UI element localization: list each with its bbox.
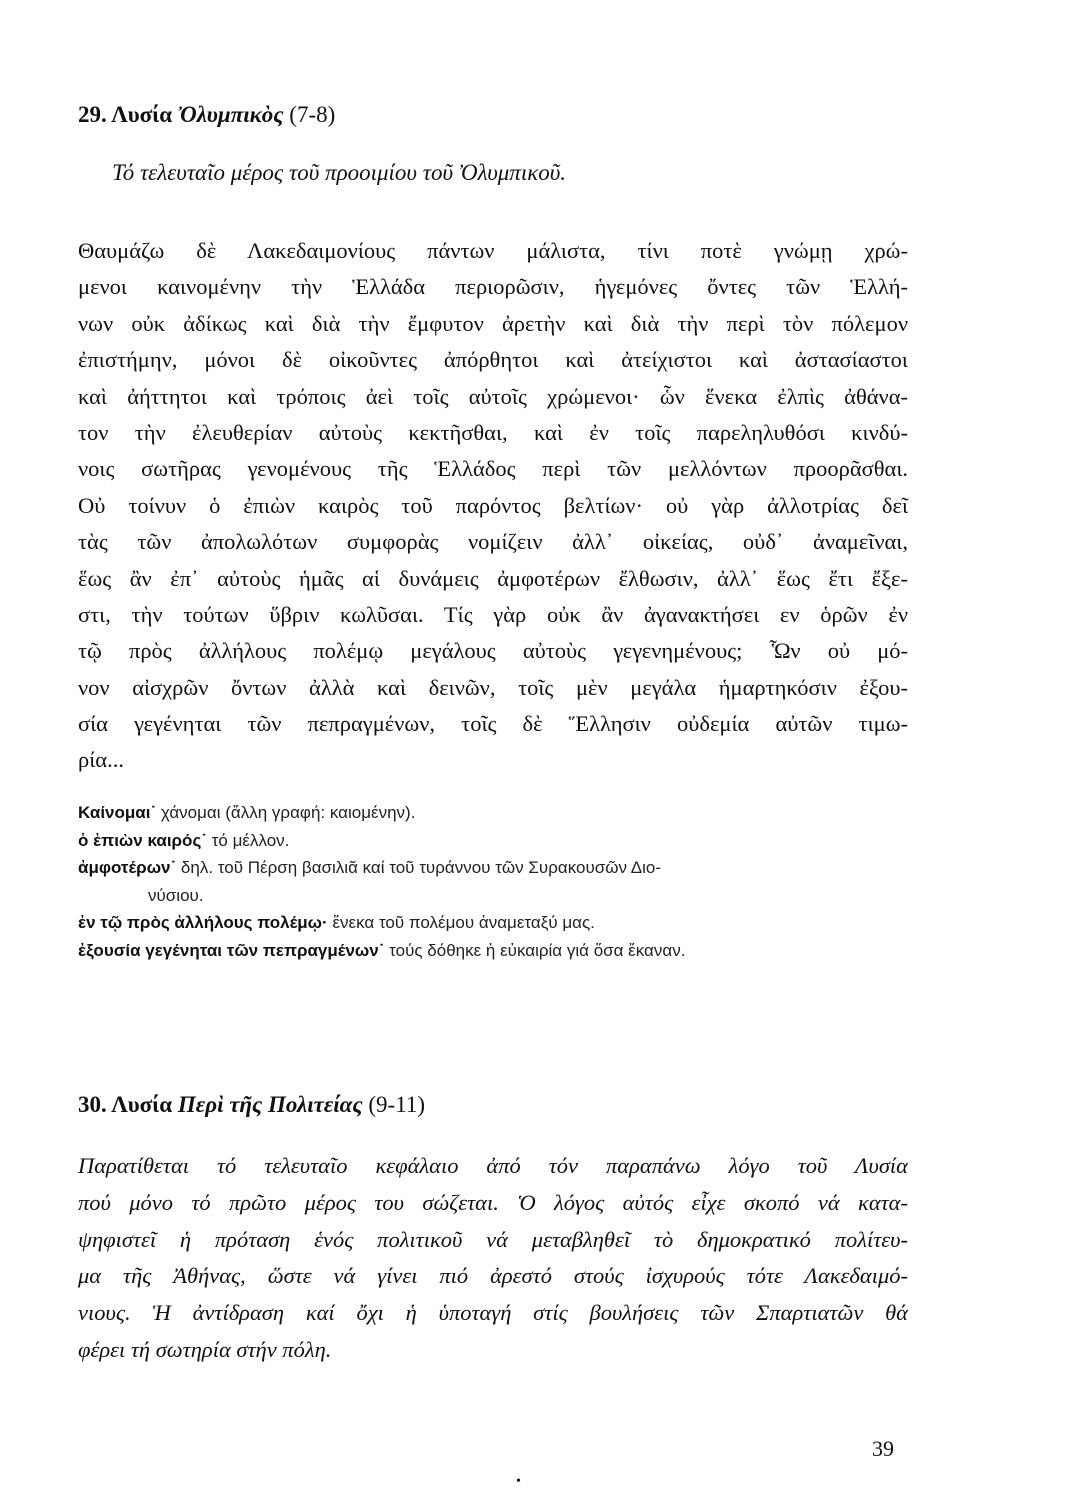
note-gloss: νύσιου. [148,885,204,905]
footer-mark: • [516,1474,521,1489]
intro-line: Παρατίθεται τό τελευταῖο κεφάλαιο ἀπό τόν παραπάνω λόγο τοῦ Λυσία [78,1153,908,1178]
section-range: (7-8) [289,102,336,127]
section-title: Ὀλυμπικὸς [177,102,284,127]
note-separator: ˙ [170,858,177,878]
section-number: 29. [78,102,107,127]
passage-line: τὰς τῶν ἀπολωλότων συμφορὰς νομίζειν ἀλλ᾽ οἰκείας, οὐδ᾽ ἀναμεῖναι, [78,529,908,555]
passage-line: ἐπιστήμην, μόνοι δὲ οἰκοῦντες ἀπόρθητοι καὶ ἀτείχιστοι καὶ ἀστασίαστοι [78,347,908,373]
passage-line: νοις σωτῆρας γενομένους τῆς Ἑλλάδος περὶ τῶν μελλόντων προορᾶσθαι. [78,456,908,482]
note-gloss: χάνομαι (ἄλλη γραφή: καιομένην). [160,803,416,822]
intro-line: πού μόνο τό πρῶτο μέρος του σώζεται. Ὁ λόγος αὐτός εἶχε σκοπό νά κατα- [78,1189,908,1215]
passage-line: καὶ ἀήττητοι καὶ τρόποις ἀεὶ τοῖς αὐτοῖς χρώμενοι· ὧν ἕνεκα ἐλπὶς ἀθάνα- [78,383,908,409]
passage-line: νων οὐκ ἀδίκως καὶ διὰ τὴν ἔμφυτον ἀρετὴν καὶ διὰ τὴν περὶ τὸν πόλεμον [78,310,908,336]
section-30-intro [78,1148,908,1369]
intro-line: φέρει τή σωτηρία στήν πόλη. [78,1336,332,1362]
note-term: ἀμφοτέρων [78,858,171,878]
passage-line: τον τὴν ἐλευθερίαν αὐτοὺς κεκτῆσθαι, καὶ ἐν τοῖς παρεληλυθόσι κινδύ- [78,419,908,445]
note-term: Καίνομαι [78,803,151,822]
passage-line: στι, τὴν τούτων ὕβριν κωλῦσαι. Τίς γὰρ οὐκ ἂν ἀγανακτήσει εν ὁρῶν ἐν [78,601,908,627]
note-term: ἐξουσία γεγένηται τῶν πεπραγμένων [78,940,379,960]
section-number: 30. [78,1092,107,1117]
passage-line: τῷ πρὸς ἀλλήλους πολέμῳ μεγάλους αὐτοὺς γεγενημένους; Ὧν οὐ μό- [78,638,908,664]
note-entry [78,827,898,855]
page-number: 39 [872,1436,894,1461]
intro-line: μα τῆς Ἀθήνας, ὥστε νά γίνει πιό ἀρεστό στούς ἰσχυρούς τότε Λακεδαιμό- [78,1263,908,1289]
passage-line: μενοι καινομένην τὴν Ἑλλάδα περιορῶσιν, ἡγεμόνες ὄντες τῶν Ἑλλή- [78,274,908,300]
note-gloss: τό μέλλον. [211,830,290,850]
passage-line: σία γεγένηται τῶν πεπραγμένων, τοῖς δὲ Ἕλλησιν οὐδεμία αὐτῶν τιμω- [78,711,908,737]
note-gloss: ἕνεκα τοῦ πολέμου ἀναμεταξύ μας. [332,913,595,933]
section-range: (9-11) [368,1092,425,1117]
glossary-notes [78,799,898,965]
section-author: Λυσία [111,102,173,127]
note-entry [78,854,898,882]
note-continuation [78,882,898,910]
note-separator: · [322,913,328,933]
passage-line: ρία... [78,747,124,773]
passage-line: Θαυμάζω δὲ Λακεδαιμονίους πάντων μάλιστα, τίνι ποτὲ γνώμῃ χρώ- [78,238,908,263]
note-separator: ˙ [378,940,385,960]
passage-line: νον αἰσχρῶν ὄντων ἀλλὰ καὶ δεινῶν, τοῖς μὲν μεγάλα ἡμαρτηκόσιν ἐξου- [78,674,908,700]
section-30-heading [78,1092,425,1118]
section-author: Λυσία [111,1092,173,1117]
passage-line: ἕως ἂν ἐπ᾽ αὐτοὺς ἡμᾶς αἱ δυνάμεις ἀμφοτέρων ἔλθωσιν, ἀλλ᾽ ἕως ἔτι ἔξε- [78,565,908,591]
section-29-intro: Τό τελευταῖο μέρος τοῦ προοιμίου τοῦ Ὀλυμπικοῦ. [112,160,567,185]
intro-line: ψηφιστεῖ ἡ πρόταση ἑνός πολιτικοῦ νά μεταβληθεῖ τὸ δημοκρατικό πολίτευ- [78,1226,908,1252]
note-term: ἐν τῷ πρὸς ἀλλήλους πολέμῳ [78,913,323,933]
note-term: ὁ ἐπιὼν καιρός [78,830,202,850]
section-29-heading [78,102,335,128]
note-entry [78,937,898,965]
note-entry [78,909,898,937]
passage-line: Οὐ τοίνυν ὁ ἐπιὼν καιρὸς τοῦ παρόντος βελτίων· οὐ γὰρ ἀλλοτρίας δεῖ [78,492,908,518]
section-title: Περὶ τῆς Πολιτείας [177,1092,363,1117]
greek-passage [78,233,908,779]
note-separator: ˙ [201,830,207,850]
note-entry [78,799,898,827]
intro-line: νιους. Ἡ ἀντίδραση καί ὄχι ἡ ὑποταγή στίς βουλήσεις τῶν Σπαρτιατῶν θά [78,1300,908,1326]
note-gloss: δηλ. τοῦ Πέρση βασιλιᾶ καί τοῦ τυράννου τῶν Συρακουσῶν Διο- [180,858,662,878]
note-separator: ˙ [150,803,157,822]
note-gloss: τούς δόθηκε ἡ εὐκαιρία γιά ὅσα ἔκαναν. [389,940,686,960]
